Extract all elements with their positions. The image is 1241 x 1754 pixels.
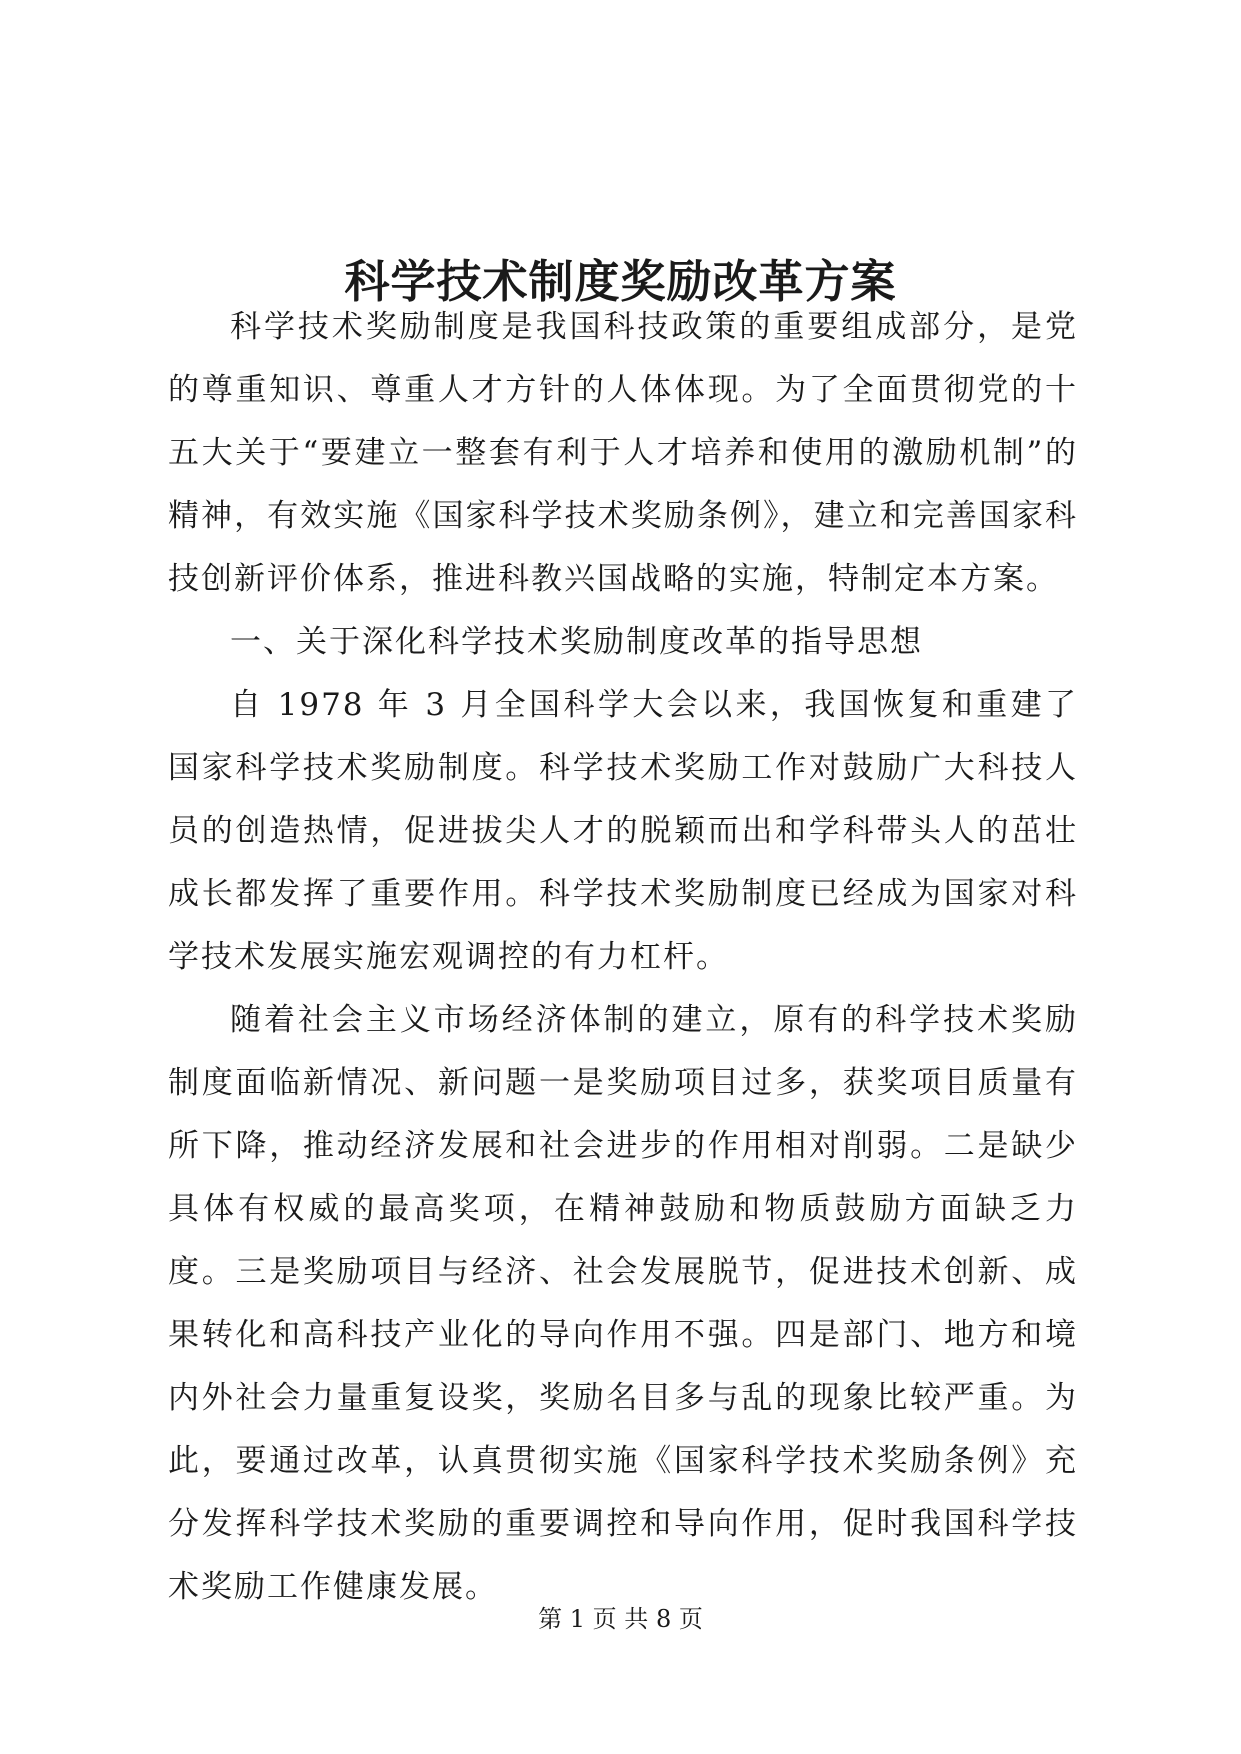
page-number: 第 1 页 共 8 页 bbox=[538, 1605, 703, 1633]
section-heading: 一、关于深化科学技术奖励制度改革的指导思想 bbox=[230, 624, 923, 660]
paragraph-intro: 科学技术奖励制度是我国科技政策的重要组成部分，是党的尊重知识、尊重人才方针的人体体现。为了全面贯彻党的十五大关于“要建立一整套有利于人才培养和使用的激励机制”的精神，有效实施《国家科学技术奖励条例》，建立和完善国家科技创新评价体系，推进科教兴国战略的实施，特制定本方案。 bbox=[168, 309, 1078, 597]
document-title: 科学技术制度奖励改革方案 bbox=[344, 255, 897, 309]
paragraph-history: 自 1978 年 3 月全国科学大会以来，我国恢复和重建了国家科学技术奖励制度。科学技术奖励工作对鼓励广大科技人员的创造热情，促进拔尖人才的脱颖而出和学科带头人的茁壮成长都发挥了重要作用。科学技术奖励制度已经成为国家对科学技术发展实施宏观调控的有力杠杆。 bbox=[168, 687, 1078, 975]
paragraph-problems: 随着社会主义市场经济体制的建立，原有的科学技术奖励制度面临新情况、新问题一是奖励项目过多，获奖项目质量有所下降，推动经济发展和社会进步的作用相对削弱。二是缺少具体有权威的最高奖项，在精神鼓励和物质鼓励方面缺乏力度。三是奖励项目与经济、社会发展脱节，促进技术创新、成果转化和高科技产业化的导向作用不强。四是部门、地方和境内外社会力量重复设奖，奖励名目多与乱的现象比较严重。为此，要通过改革，认真贯彻实施《国家科学技术奖励条例》充分发挥科学技术奖励的重要调控和导向作用，促时我国科学技术奖励工作健康发展。 bbox=[168, 1002, 1078, 1605]
document-body bbox=[168, 296, 1078, 1619]
